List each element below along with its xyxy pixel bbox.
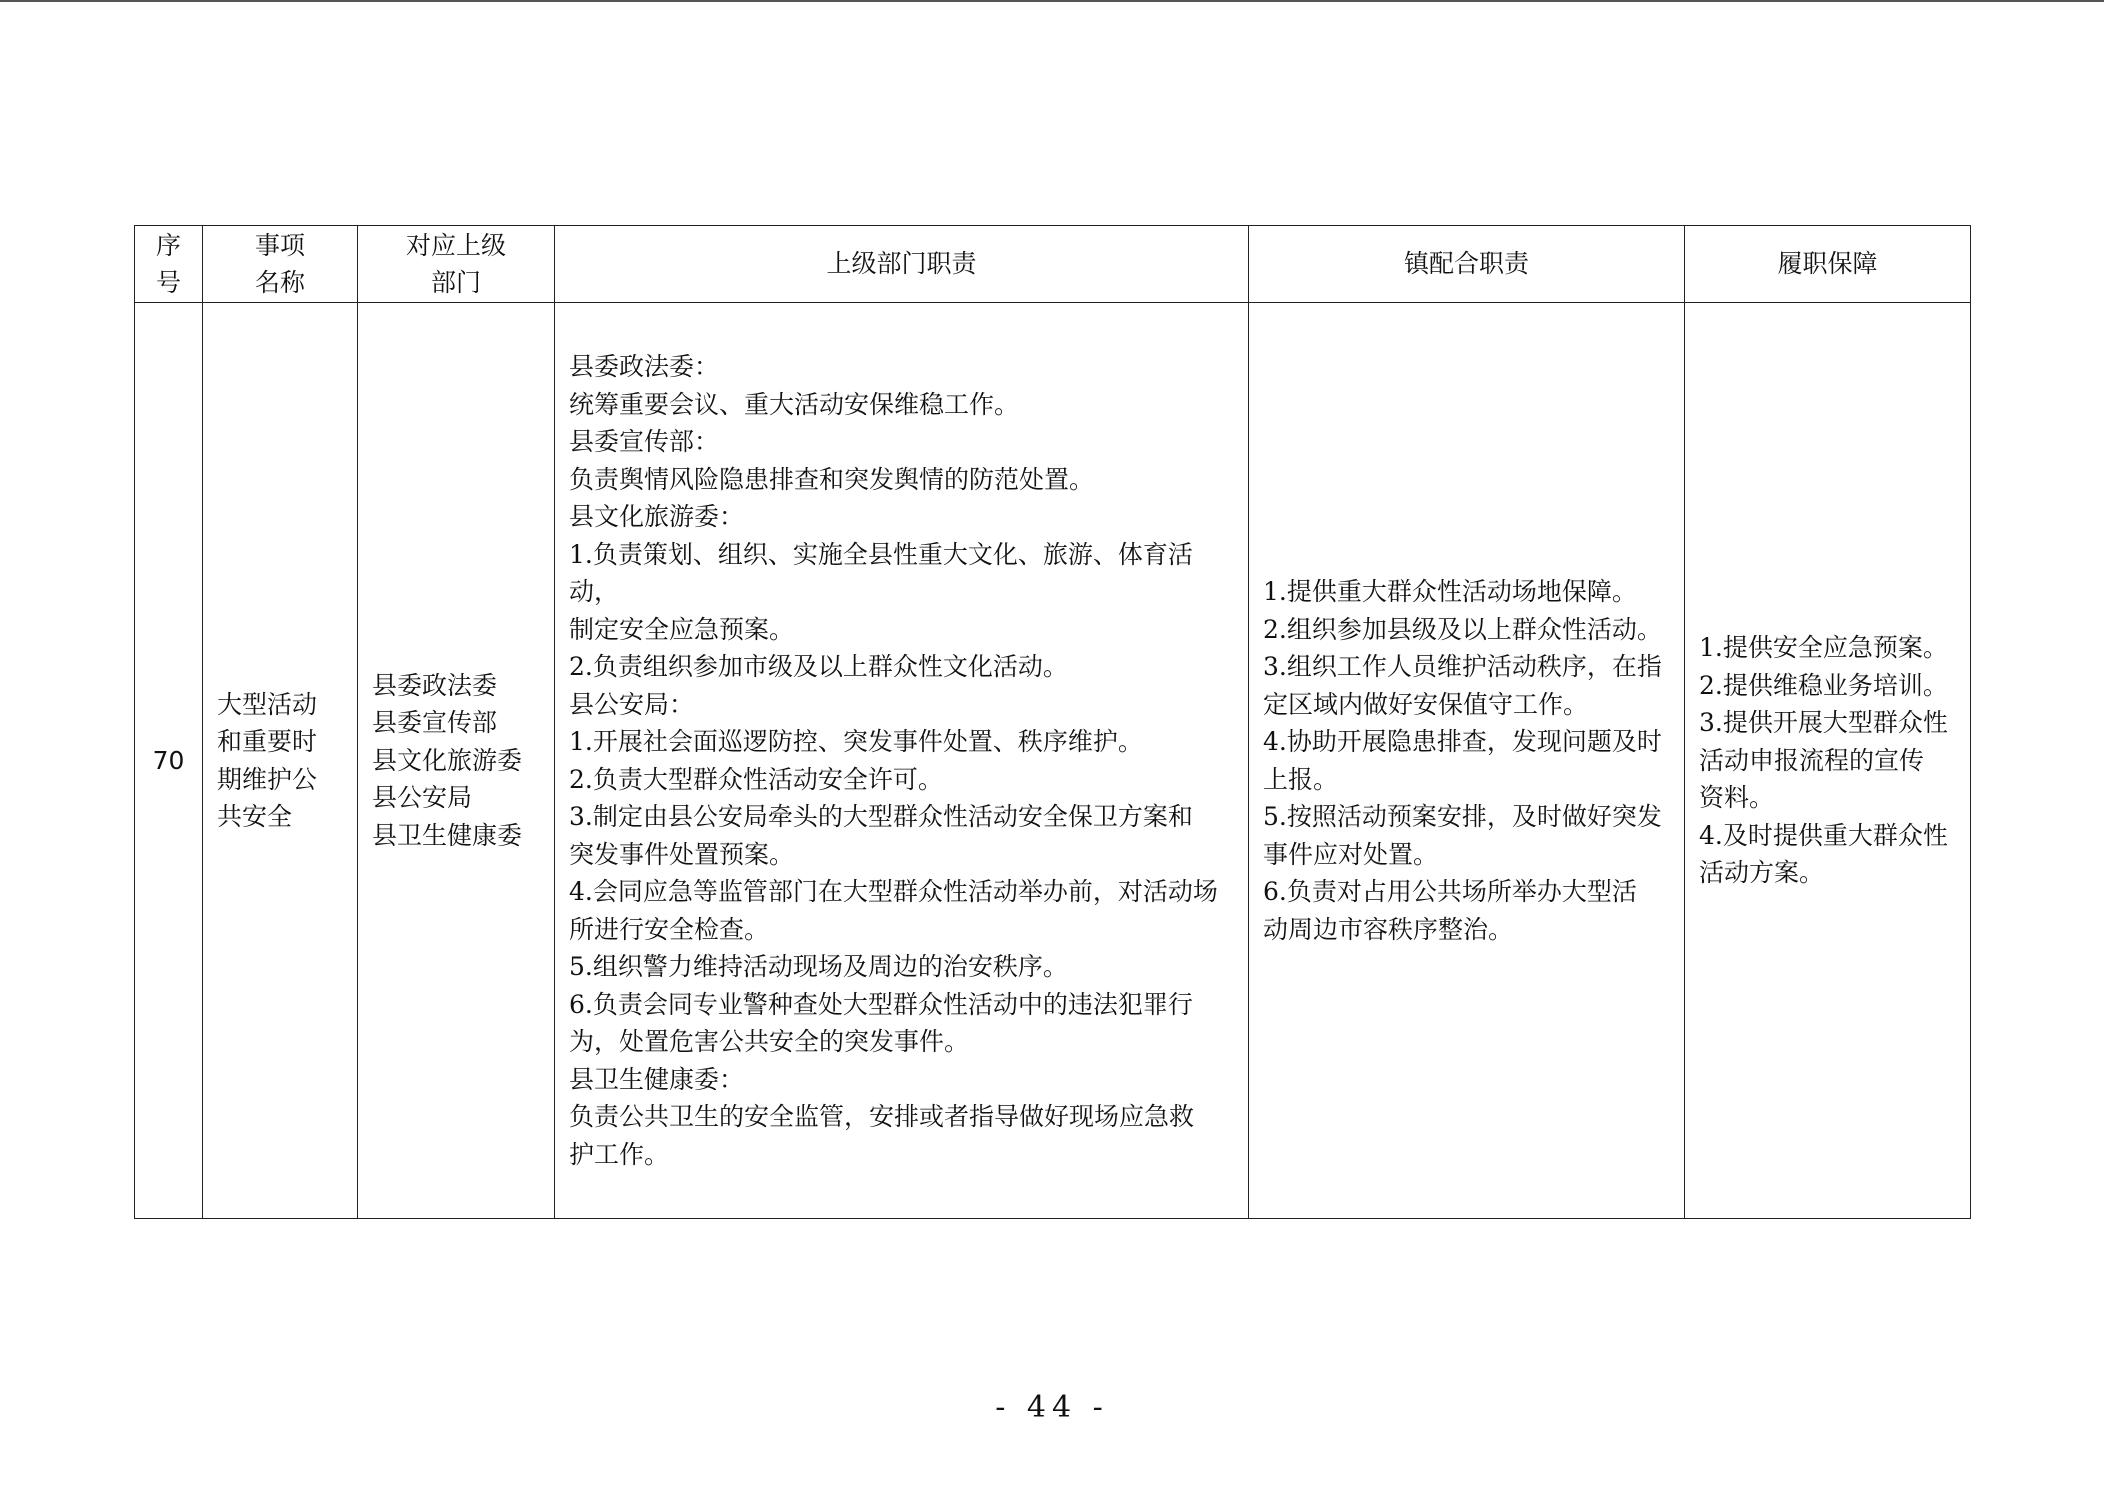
cell-guarantee: 1.提供安全应急预案。 2.提供维稳业务培训。 3.提供开展大型群众性 活动申报流程的宣传 资料。 4.及时提供重大群众性 活动方案。 bbox=[1685, 303, 1971, 1219]
header-seq: 序 号 bbox=[135, 226, 203, 303]
cell-seq: 70 bbox=[135, 303, 203, 1219]
top-border-line bbox=[0, 0, 2104, 2]
duty-table bbox=[134, 225, 1971, 1219]
header-superior-dept: 对应上级 部门 bbox=[358, 226, 555, 303]
cell-superior-depts: 县委政法委 县委宣传部 县文化旅游委 县公安局 县卫生健康委 bbox=[358, 303, 555, 1219]
table-header-row bbox=[135, 226, 1971, 303]
page-number: - 44 - bbox=[995, 1390, 1109, 1425]
header-item-name: 事项 名称 bbox=[203, 226, 358, 303]
cell-superior-duties: 县委政法委： 统筹重要会议、重大活动安保维稳工作。 县委宣传部： 负责舆情风险隐患排查和突发舆情的防范处置。 县文化旅游委： 1.负责策划、组织、实施全县性重大文化、旅游、体育活动， 制定安全应急预案。 2.负责组织参加市级及以上群众性文化活动。 县公安局： 1.开展社会面巡逻防控、突发事件处置、秩序维护。 2.负责大型群众性活动安全许可。 3.制定由县公安局牵头的大型群众性活动安全保卫方案和 突发事件处置预案。 4.会同应急等监管部门在大型群众性活动举办前，对活动场 所进行安全检查。 5.组织警力维持活动现场及周边的治安秩序。 6.负责会同专业警种查处大型群众性活动中的违法犯罪行 为，处置危害公共安全的突发事件。 县卫生健康委： 负责公共卫生的安全监管，安排或者指导做好现场应急救 护工作。 bbox=[555, 303, 1249, 1219]
table-row bbox=[135, 303, 1971, 1219]
header-town-duties: 镇配合职责 bbox=[1249, 226, 1685, 303]
header-superior-duties: 上级部门职责 bbox=[555, 226, 1249, 303]
cell-item-name: 大型活动 和重要时 期维护公 共安全 bbox=[203, 303, 358, 1219]
header-guarantee: 履职保障 bbox=[1685, 226, 1971, 303]
cell-town-duties: 1.提供重大群众性活动场地保障。 2.组织参加县级及以上群众性活动。 3.组织工作人员维护活动秩序，在指 定区域内做好安保值守工作。 4.协助开展隐患排查，发现问题及时 上报。 5.按照活动预案安排，及时做好突发 事件应对处置。 6.负责对占用公共场所举办大型活 动周边市容秩序整治。 bbox=[1249, 303, 1685, 1219]
